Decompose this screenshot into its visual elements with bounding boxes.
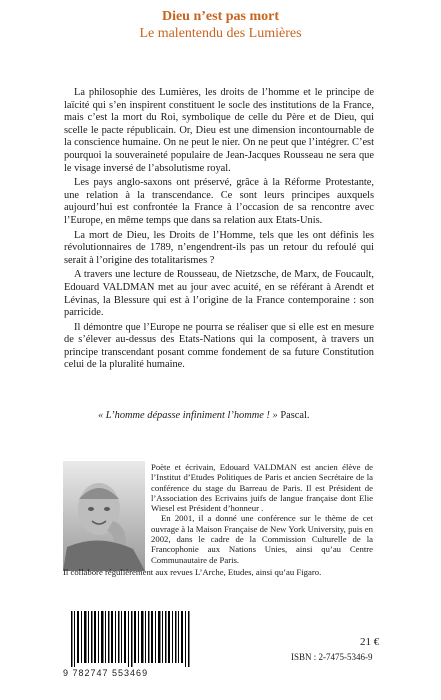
summary-paragraph: La philosophie des Lumières, les droits de l’homme et le principe de laïcité qui s’en inspirent constituent le socle des institutions de la France, mais c’est la mort du Roi, symbolique de celle du Père et de Dieu, qui scelle le pacte républicain. Or, Dieu est une dimension incontournable de la conscience humaine. On ne peut le nier. On ne peut que l’intégrer. C’est pourquoi la souveraineté populaire de Jean-Jacques Rousseau ne sera que le visage inversé de l’absolutisme royal. bbox=[64, 87, 374, 174]
barcode-number: 9 782747 553469 bbox=[63, 668, 149, 678]
isbn: ISBN : 2-7475-5346-9 bbox=[291, 652, 373, 662]
bio-paragraph: Il collabore régulièrement aux revues L’Arche, Etudes, ainsi qu’au Figaro. bbox=[63, 566, 322, 577]
summary-paragraph: A travers une lecture de Rousseau, de Nietzsche, de Marx, de Foucault, Edouard VALDMAN met au jour avec acuité, en se référant à Arendt et Lévinas, la Blessure qui est à l’origine de la France contemporaine : son parricide. bbox=[64, 269, 374, 319]
book-subtitle: Le malentendu des Lumières bbox=[139, 26, 302, 41]
price: 21 € bbox=[360, 636, 380, 648]
author-biography bbox=[63, 462, 373, 577]
summary-paragraph: La mort de Dieu, les Droits de l’Homme, tels que les ont définis les révolutionnaires de 1789, n’engendrent-ils pas un retour du refoulé qui serait à l’origine des totalitarismes ? bbox=[64, 229, 374, 266]
epigraph-quote bbox=[98, 410, 378, 421]
summary-text bbox=[64, 87, 374, 374]
quote-author: Pascal. bbox=[280, 410, 310, 421]
summary-paragraph: Il démontre que l’Europe ne pourra se réaliser que si elle est en mesure de s’élever au-dessus des Etats-Nations qui la composent, à travers un principe transcendant posant comme fondement de sa future Constitution celui de la pluralité humaine. bbox=[64, 321, 374, 371]
quote-text: « L’homme dépasse infiniment l’homme ! » bbox=[98, 410, 278, 421]
bio-wrap bbox=[151, 462, 373, 565]
summary-paragraph: Les pays anglo-saxons ont préservé, grâce à la Réforme Protestante, une relation à la transcendance. Ce sont leurs principes auxquels aujourd’hui est confrontée la France à l’occasion de sa rencontre avec l’Europe, en même temps que dans sa relation aux Etats-Unis. bbox=[64, 177, 374, 226]
bio-paragraph: En 2001, il a donné une conférence sur le thème de cet ouvrage à la Maison Française de New York University, puis en 2002, dans le cadre de la Commission Culturelle de la Francophonie aux Nations Unies, ainsi qu’au Centre Communautaire de Paris. bbox=[151, 513, 373, 565]
bio-paragraph: Poète et écrivain, Edouard VALDMAN est ancien élève de l’Institut d’Etudes Politiques de Paris et ancien Secrétaire de la conférence du stage du Barreau de Paris. Il est Président de l’Association des Ecrivains juifs de langue française dont Elie Wiesel est Président d’honneur . bbox=[151, 462, 373, 514]
book-title: Dieu n’est pas mort bbox=[161, 9, 280, 24]
